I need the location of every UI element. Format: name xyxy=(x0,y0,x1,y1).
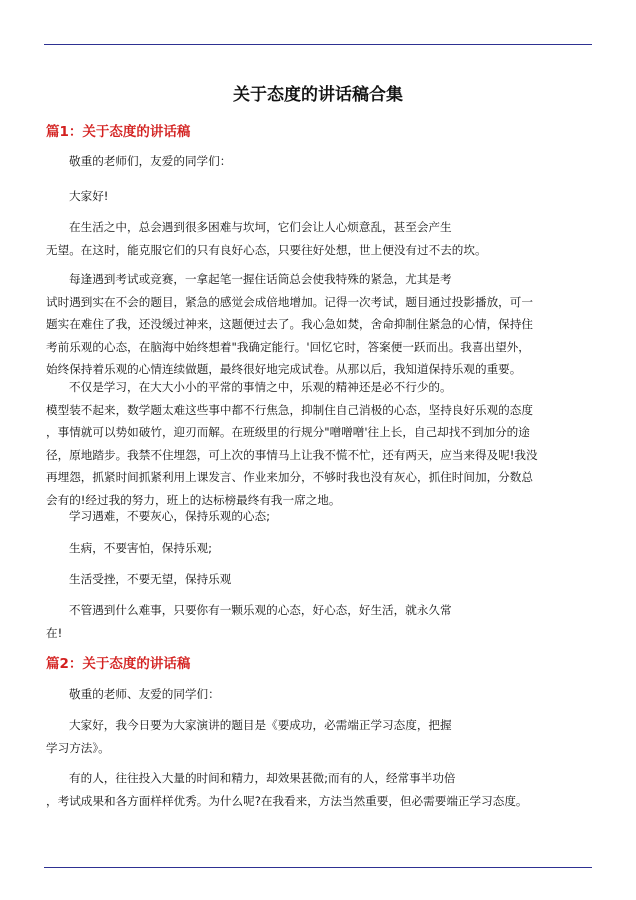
text-line: 不管遇到什么难事，只要你有一颗乐观的心态，好心态，好生活，就永久常 xyxy=(69,603,452,617)
text-line: 有的人，往往投入大量的时间和精力，却效果甚微;而有的人，经常事半功倍 xyxy=(69,771,456,785)
s1-paragraph-6 xyxy=(46,505,591,528)
page-title: 关于态度的讲话稿合集 xyxy=(233,85,403,105)
text-line: 始终保持着乐观的心情连续做题，最终很好地完成试卷。从那以后，我知道保持乐观的重要。 xyxy=(46,362,522,376)
s1-paragraph-5 xyxy=(46,376,591,511)
text-line: 模型装不起来，数学题太难这些事中都不行焦急，抑制住自己消极的心态，坚持良好乐观的态度 xyxy=(46,402,533,417)
text-line: 敬重的老师们，友爱的同学们： xyxy=(69,154,232,168)
text-line: 生病，不要害怕，保持乐观; xyxy=(69,541,213,555)
text-line: 径，原地踏步。我禁不住埋怨，可上次的事情马上让我不慌不忙，还有两天，应当来得及呢!我没 xyxy=(46,447,538,462)
text-line: 试时遇到实在不会的题目，紧急的感觉会成倍地增加。记得一次考试，题目通过投影播放，可一 xyxy=(46,294,533,309)
text-line: 大家好，我今日要为大家演讲的题目是《要成功，必需端正学习态度，把握 xyxy=(69,718,452,732)
text-line: 生活受挫，不要无望，保持乐观 xyxy=(69,572,232,586)
s1-paragraph-7 xyxy=(46,537,591,560)
s1-paragraph-3 xyxy=(46,216,591,261)
text-line: 不仅是学习，在大大小小的平常的事情之中，乐观的精神还是必不行少的。 xyxy=(69,380,452,394)
text-line: 在生活之中，总会遇到很多困难与坎坷，它们会让人心烦意乱，甚至会产生 xyxy=(69,220,452,234)
text-line: ，考试成果和各方面样样优秀。为什么呢?在我看来，方法当然重要，但必需要端正学习态度。 xyxy=(46,793,528,808)
text-line: 学习方法》。 xyxy=(46,740,110,755)
text-line: 考前乐观的心态，在脑海中始终想着"我确定能行。'回忆它时，答案便一跃而出。我喜出望外， xyxy=(46,339,530,354)
text-line: 再埋怨，抓紧时间抓紧利用上课发言、作业来加分，不够时我也没有灰心，抓住时间加，分数总 xyxy=(46,470,533,484)
s1-paragraph-4 xyxy=(46,268,591,381)
bottom-rule xyxy=(44,867,592,868)
text-line: 学习遇难，不要灰心，保持乐观的心态; xyxy=(69,509,271,523)
text-line: 会有的!经过我的努力，班上的达标榜最终有我一席之地。 xyxy=(46,492,341,507)
text-line: 无望。在这时，能克服它们的只有良好心态，只要往好处想，世上便没有过不去的坎。 xyxy=(46,242,487,257)
text-line: 题实在难住了我，还没缓过神来，这题便过去了。我心急如焚，舍命抑制住紧急的心情，保持住 xyxy=(46,317,533,331)
s2-paragraph-2 xyxy=(46,714,591,759)
text-line: 敬重的老师、友爱的同学们： xyxy=(69,687,220,701)
text-line: 在! xyxy=(46,625,63,640)
section-2-heading: 篇2：关于态度的讲话稿 xyxy=(46,656,191,672)
s1-paragraph-2 xyxy=(46,185,591,208)
s2-paragraph-3 xyxy=(46,767,591,812)
text-line: 每逢遇到考试或竞赛，一拿起笔一握住话筒总会使我特殊的紧急，尤其是考 xyxy=(69,272,452,286)
text-line: ，事情就可以势如破竹，迎刃而解。在班级里的行规分"噌噌噌'往上长，自己却找不到加分的途 xyxy=(46,425,530,439)
s1-paragraph-8 xyxy=(46,568,591,591)
s2-paragraph-1 xyxy=(46,683,591,706)
top-rule xyxy=(44,44,592,45)
text-line: 大家好! xyxy=(69,189,109,203)
section-1-heading: 篇1：关于态度的讲话稿 xyxy=(46,124,191,140)
s1-paragraph-1 xyxy=(46,150,591,173)
s1-paragraph-9 xyxy=(46,599,591,644)
